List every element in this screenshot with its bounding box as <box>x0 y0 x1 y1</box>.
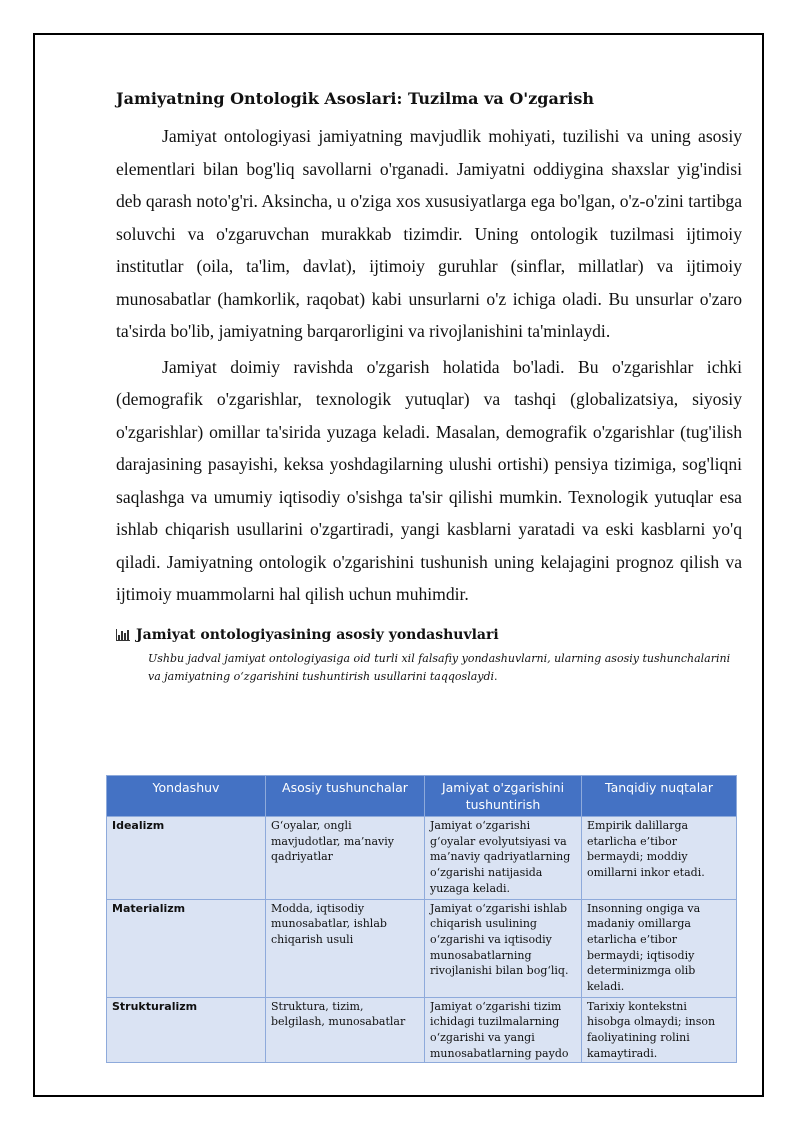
table-cell <box>266 997 425 1062</box>
cell-text: Tarixiy kontekstni hisobga olmaydi; inson faoliyatining rolini kamaytiradi. <box>587 999 716 1060</box>
table-row <box>107 899 737 997</box>
cell-text: Strukturalizm <box>112 999 198 1013</box>
table-row <box>107 817 737 900</box>
table-header-row <box>107 776 737 817</box>
table-cell-approach <box>107 997 266 1062</box>
table-caption: Ushbu jadval jamiyat ontologiyasiga oid turli xil falsafiy yondashuvlarni, ularning asosiy tushunchalarini va jamiyatning o‘zgarishini tushuntirish usullarini taqqoslaydi. <box>148 651 731 683</box>
document-title: Jamiyatning Ontologik Asoslari: Tuzilma va O'zgarish <box>116 89 594 108</box>
table-cell: Empirik dalillarga etarlicha e’tibor bermaydi; moddiy omillarni inkor etadi. <box>582 817 737 900</box>
table-cell <box>582 997 737 1062</box>
table-cell: Jamiyat o‘zgarishi ishlab chiqarish usulining o‘zgarishi va iqtisodiy munosabatlarning rivojlanishi bilan bog‘liq. <box>425 899 582 997</box>
table-cell: G‘oyalar, ongli mavjudotlar, ma’naviy qadriyatlar <box>266 817 425 900</box>
bar-chart-icon <box>116 629 130 641</box>
table-cell: Modda, iqtisodiy munosabatlar, ishlab chiqarish usuli <box>266 899 425 997</box>
table-row <box>107 997 737 1062</box>
table-header-cell: Jamiyat o'zgarishini tushuntirish <box>425 776 582 817</box>
table-cell <box>425 997 582 1062</box>
document-body <box>116 88 742 686</box>
table-header-cell: Asosiy tushunchalar <box>266 776 425 817</box>
paragraph-2: Jamiyat doimiy ravishda o'zgarish holatida bo'ladi. Bu o'zgarishlar ichki (demografik o'zgarishlar, texnologik yutuqlar) va tashqi (globalizatsiya, siyosiy o'zgarishlar) omillar ta'sirida yuzaga keladi. Masalan, demografik o'zgarishlar (tug'ilish darajasining pasayishi, keksa yoshdagilarning ulushi ortishi) pensiya tizimiga, sog'liqni saqlashga va umumiy iqtisodiy o'sishga ta'sir qilishi mumkin. Texnologik yutuqlar esa ishlab chiqarish usullarini o'zgartiradi, yangi kasblarni yaratadi va eski kasblarni yo'q qiladi. Jamiyatning ontologik o'zgarishini tushunish uning kelajagini prognoz qilish va ijtimoiy muammolarni hal qilish uchun muhimdir. <box>116 356 742 604</box>
cell-text: Struktura, tizim, belgilash, munosabatlar <box>271 999 406 1029</box>
paragraph-1: Jamiyat ontologiyasi jamiyatning mavjudlik mohiyati, tuzilishi va uning asosiy elementlari bilan bog'liq savollarni o'rganadi. Jamiyatni oddiygina shaxslar yig'indisi deb qarash noto'g'ri. Aksincha, u o'ziga xos xususiyatlarga ega bo'lgan, o'z-o'zini tartibga soluvchi va o'zgaruvchan murakkab tizimdir. Uning ontologik tuzilmasi ijtimoiy institutlar (oila, ta'lim, davlat), ijtimoiy guruhlar (sinflar, millatlar) va ijtimoiy munosabatlar (hamkorlik, raqobat) kabi unsurlarni o'z ichiga oladi. Bu unsurlar o'zaro ta'sirda bo'lib, jamiyatning barqarorligini va rivojlanishini ta'minlaydi. <box>116 126 742 341</box>
table-cell: Insonning ongiga va madaniy omillarga etarlicha e’tibor bermaydi; iqtisodiy determinizmga olib keladi. <box>582 899 737 997</box>
cell-text: Jamiyat o‘zgarishi tizim ichidagi tuzilmalarning o‘zgarishi va yangi munosabatlarning paydo <box>430 999 569 1060</box>
table-heading-text: Jamiyat ontologiyasining asosiy yondashuvlari <box>136 626 499 643</box>
table-cell: Jamiyat o‘zgarishi g‘oyalar evolyutsiyasi va ma’naviy qadriyatlarning o‘zgarishi natijasida yuzaga keladi. <box>425 817 582 900</box>
approaches-table <box>106 775 737 1063</box>
table-cell-approach: Materializm <box>107 899 266 997</box>
table-header-cell: Yondashuv <box>107 776 266 817</box>
table-cell-approach: Idealizm <box>107 817 266 900</box>
table-header-cell: Tanqidiy nuqtalar <box>582 776 737 817</box>
table-heading <box>116 625 742 645</box>
